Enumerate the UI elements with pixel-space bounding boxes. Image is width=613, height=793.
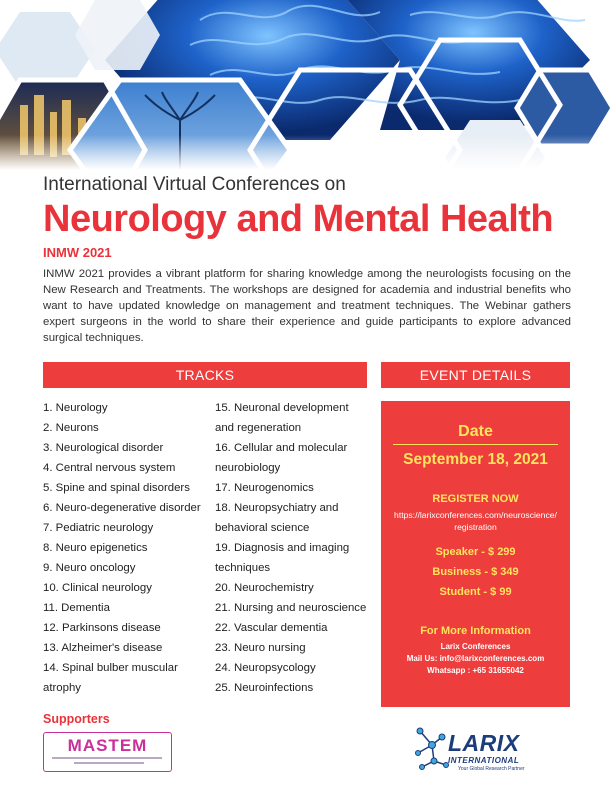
track-item: 10. Clinical neurology [43,582,152,594]
organizer-name: Larix Conferences [440,642,511,651]
track-item: 11. Dementia [43,602,110,614]
track-item: 6. Neuro-degenerative disorder [43,502,201,514]
track-item: 21. Nursing and neuroscience [215,602,367,614]
event-date: September 18, 2021 [403,451,548,468]
conference-subtitle: International Virtual Conferences on [43,174,346,195]
track-item: 2. Neurons [43,422,99,434]
track-item: 25. Neuroinfections [215,682,314,694]
track-item: 13. Alzheimer's disease [43,642,163,654]
registration-link[interactable] [391,509,560,533]
track-item: 14. Spinal bulber muscular [43,662,178,674]
tracks-list-left [43,398,213,698]
track-item: techniques [215,562,271,574]
track-item: 20. Neurochemistry [215,582,314,594]
supporters-heading: Supporters [43,712,110,726]
student-price: Student - $ 99 [439,586,512,598]
date-label: Date [458,423,493,440]
track-item: 9. Neuro oncology [43,562,136,574]
larix-logo [412,723,542,783]
date-divider [393,444,558,445]
larix-network-icon [412,723,452,773]
conference-title: Neurology and Mental Health [43,198,554,240]
larix-brand-name: LARIX [448,730,520,756]
track-item: 5. Spine and spinal disorders [43,482,190,494]
mastem-tagline-lines [52,757,162,767]
larix-tagline: Your Global Research Partner [458,766,525,772]
larix-brand-subtitle: INTERNATIONAL [448,756,520,765]
registration-url-line[interactable]: registration [454,522,497,532]
track-item: and regeneration [215,422,302,434]
track-item: 4. Central nervous system [43,462,176,474]
speaker-price: Speaker - $ 299 [435,546,516,558]
track-item: 17. Neurogenomics [215,482,314,494]
track-item: 7. Pediatric neurology [43,522,154,534]
track-item: behavioral science [215,522,310,534]
track-item: 15. Neuronal development [215,402,349,414]
mastem-logo-text: MASTEM [67,736,148,755]
contact-email[interactable]: Mail Us: info@larixconferences.com [406,654,545,663]
conference-acronym: INMW 2021 [43,245,112,260]
track-item: 23. Neuro nursing [215,642,306,654]
conference-intro: INMW 2021 provides a vibrant platform for sharing knowledge among the neurologists focusing on the New Research and Treatments. The workshops are designed for academia and industrial benefits who want to have updated knowledge on management and treatment techniques. The Webinar gathers expert surgeons in the world to share their experience and guide participants to explore advanced surgical techniques. [43,268,571,344]
track-item: 18. Neuropsychiatry and [215,502,339,514]
registration-url-line[interactable]: https://larixconferences.com/neuroscience/ [394,510,557,520]
track-item: 1. Neurology [43,402,108,414]
tracks-list-right [215,398,375,698]
track-item: 22. Vascular dementia [215,622,328,634]
more-info-heading: For More Information [420,625,531,637]
register-now-heading: REGISTER NOW [432,493,519,505]
event-details-panel [381,401,570,707]
tracks-heading: TRACKS [43,362,367,388]
track-item: neurobiology [215,462,281,474]
event-details-heading: EVENT DETAILS [381,362,570,388]
track-item: 8. Neuro epigenetics [43,542,148,554]
header-banner [0,0,613,170]
track-item: 19. Diagnosis and imaging [215,542,350,554]
track-item: 3. Neurological disorder [43,442,164,454]
track-item: 12. Parkinsons disease [43,622,161,634]
banner-background [0,0,613,170]
track-item: atrophy [43,682,81,694]
contact-whatsapp: Whatsapp : +65 31655042 [427,666,524,675]
track-item: 24. Neuropsycology [215,662,316,674]
track-item: 16. Cellular and molecular [215,442,348,454]
business-price: Business - $ 349 [432,566,519,578]
mastem-logo [43,732,172,772]
